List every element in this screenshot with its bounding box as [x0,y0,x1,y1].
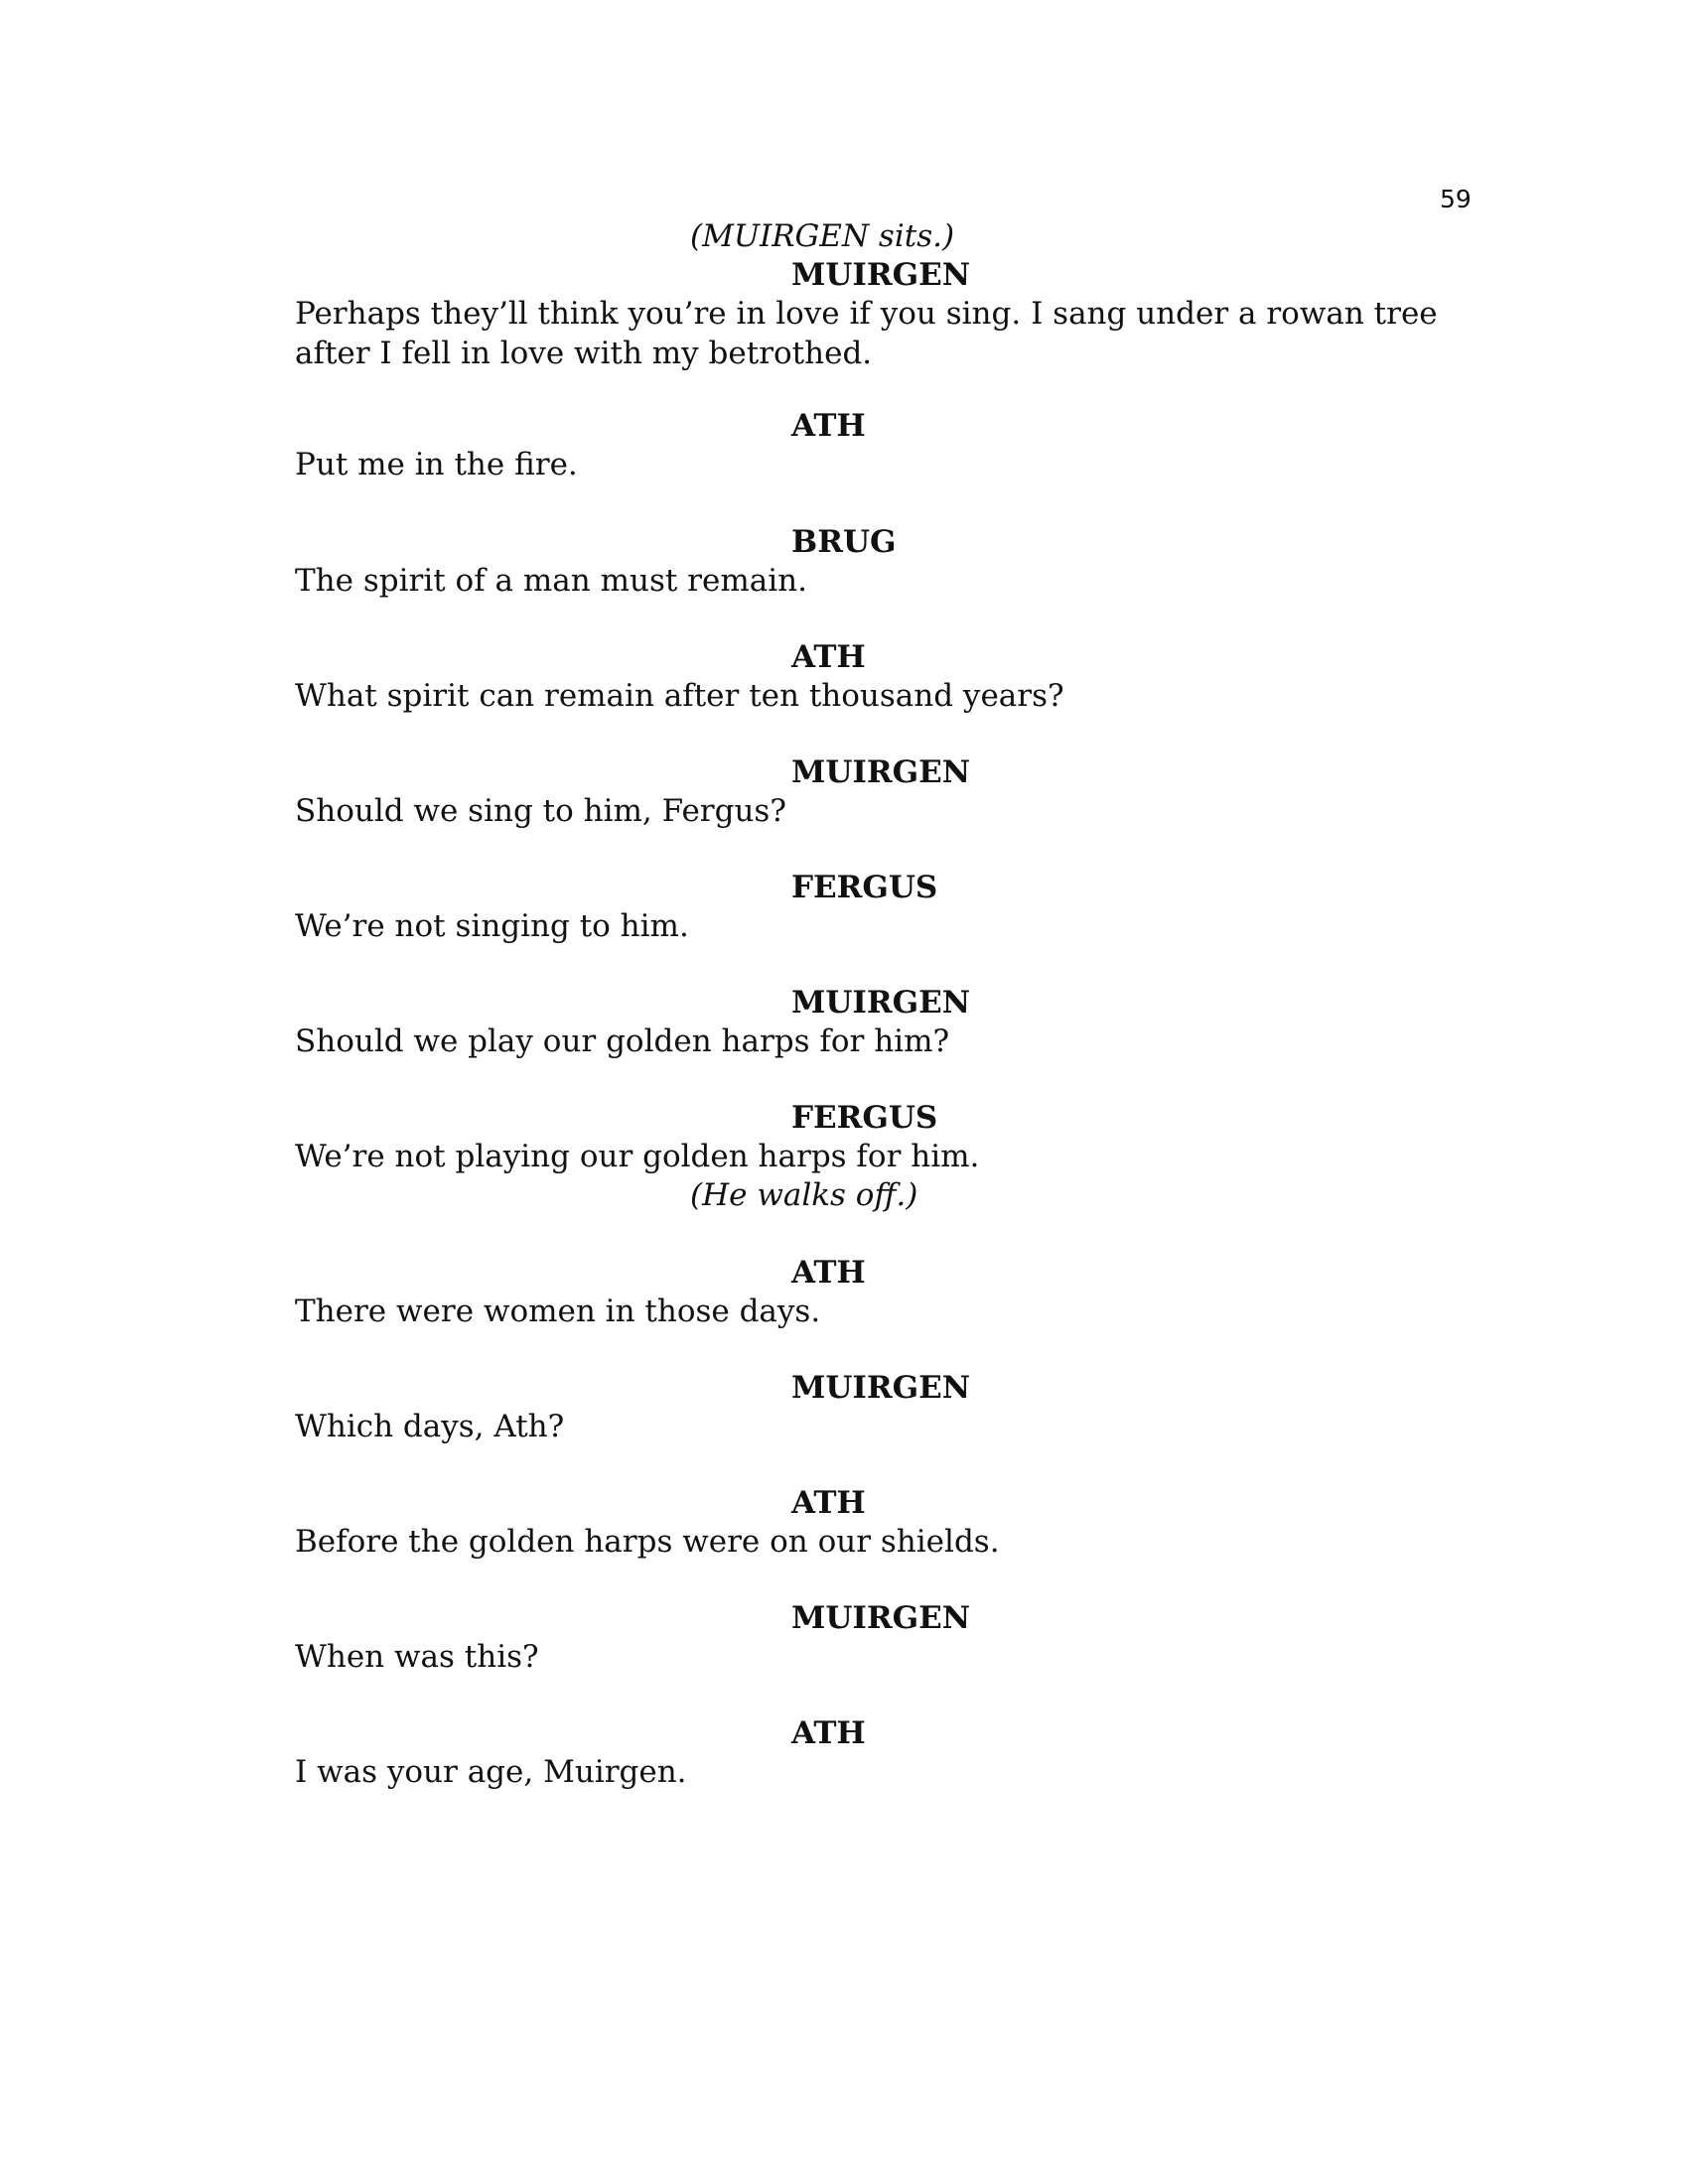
stage-direction: (MUIRGEN sits.) [690,218,955,254]
dialogue-line: Should we sing to him, Fergus? [295,793,786,829]
speaker-name: MUIRGEN [791,257,971,293]
speaker-name: FERGUS [791,870,938,905]
dialogue-line: We’re not playing our golden harps for him. [295,1139,980,1174]
dialogue-line: What spirit can remain after ten thousand years? [295,678,1064,714]
speaker-name: MUIRGEN [791,1370,971,1406]
dialogue-line: Put me in the fire. [295,447,578,482]
dialogue-line: There were women in those days. [295,1294,821,1329]
dialogue-line: Before the golden harps were on our shields. [295,1524,1000,1560]
dialogue-line: The spirit of a man must remain. [295,563,807,599]
speaker-name: MUIRGEN [791,985,971,1021]
dialogue-line: Should we play our golden harps for him? [295,1024,950,1059]
page-number: 59 [1440,185,1472,213]
speaker-name: ATH [791,639,866,675]
speaker-name: BRUG [791,524,897,560]
speaker-name: ATH [791,1715,866,1751]
speaker-name: FERGUS [791,1100,938,1136]
speaker-name: ATH [791,1255,866,1291]
dialogue-line: We’re not singing to him. [295,908,689,944]
dialogue-line: When was this? [295,1639,539,1675]
speaker-name: ATH [791,1485,866,1521]
dialogue-line: Perhaps they’ll think you’re in love if you sing. I sang under a rowan tree after I fell in love with my betrothed. [295,296,1438,371]
dialogue-line: Which days, Ath? [295,1409,565,1444]
stage-direction: (He walks off.) [690,1177,918,1213]
speaker-name: ATH [791,408,866,444]
speaker-name: MUIRGEN [791,1600,971,1636]
dialogue-line: I was your age, Muirgen. [295,1754,687,1790]
speaker-name: MUIRGEN [791,754,971,790]
